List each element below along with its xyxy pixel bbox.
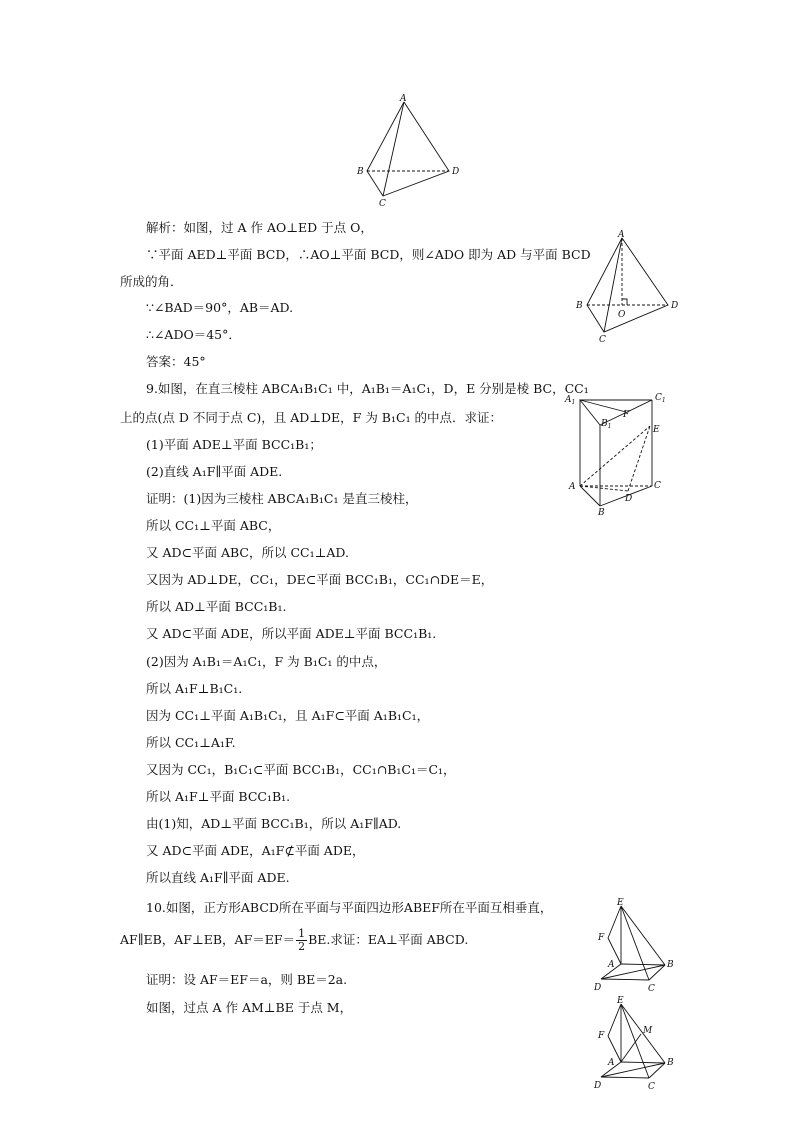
fraction-one-half: $\frac{1}{2}$ — [298, 927, 306, 953]
solution-line-3: 所成的角． — [120, 274, 183, 289]
svg-text:O: O — [618, 310, 626, 320]
problem-9-stem: 9.如图，在直三棱柱 ABCA₁B₁C₁ 中，A₁B₁＝A₁C₁，D，E 分别是棱 BC，CC₁ — [146, 381, 589, 396]
prism-figure — [562, 388, 672, 520]
svg-text:B: B — [667, 1058, 674, 1068]
svg-text:B: B — [598, 508, 605, 518]
svg-text:A: A — [608, 960, 615, 970]
problem-10-stem-2 — [120, 928, 468, 953]
proof-line: 又 AD⊂平面 ADE，A₁F⊄平面 ADE， — [146, 843, 365, 858]
proof-line: 因为 CC₁⊥平面 A₁B₁C₁，且 A₁F⊂平面 A₁B₁C₁， — [146, 708, 430, 723]
svg-text:C: C — [379, 199, 386, 207]
proof-line: 又因为 AD⊥DE，CC₁，DE⊂平面 BCC₁B₁，CC₁∩DE＝E， — [146, 572, 494, 587]
proof-line: (2)因为 A₁B₁＝A₁C₁，F 为 B₁C₁ 的中点， — [146, 654, 387, 669]
svg-text:A: A — [400, 94, 407, 104]
problem-10-condition: AF∥EB，AF⊥EB，AF＝EF＝ — [120, 932, 296, 947]
svg-text:B: B — [667, 960, 674, 970]
proof-line: 证明：(1)因为三棱柱 ABCA₁B₁C₁ 是直三棱柱， — [146, 491, 418, 506]
tetrahedron-o-figure — [570, 228, 685, 346]
square-abef-m-figure — [583, 994, 683, 1094]
proof-line: 所以 CC₁⊥平面 ABC， — [146, 518, 281, 533]
svg-text:C: C — [648, 1082, 655, 1092]
svg-text:F: F — [598, 1031, 605, 1041]
svg-text:C: C — [648, 984, 655, 994]
svg-text:B1: $B_1$ — [601, 419, 612, 430]
proof-line: 所以 A₁F⊥B₁C₁. — [146, 681, 243, 696]
proof-line: 由(1)知，AD⊥平面 BCC₁B₁，所以 A₁F∥AD. — [146, 816, 402, 831]
problem-10-stem: 10.如图，正方形ABCD所在平面与平面四边形ABEF所在平面互相垂直， — [146, 900, 553, 915]
svg-text:D: D — [594, 983, 602, 993]
svg-text:M: M — [643, 1026, 653, 1036]
svg-text:A: A — [569, 482, 576, 492]
svg-text:A: A — [618, 230, 625, 240]
svg-text:C: C — [654, 481, 661, 491]
svg-text:D: D — [594, 1081, 602, 1091]
problem-9-stem-2: 上的点(点 D 不同于点 C)，且 AD⊥DE，F 为 B₁C₁ 的中点．求证： — [120, 410, 503, 425]
solution-line-4: ∵∠BAD＝90°，AB＝AD. — [146, 300, 294, 315]
proof-line: 又因为 CC₁，B₁C₁⊂平面 BCC₁B₁，CC₁∩B₁C₁＝C₁， — [146, 762, 456, 777]
solution-line-5: ∴∠ADO＝45°． — [146, 327, 241, 342]
svg-text:F: F — [598, 933, 605, 943]
svg-text:B: B — [357, 167, 364, 177]
svg-text:A: A — [608, 1058, 615, 1068]
svg-text:F: F — [623, 410, 630, 420]
proof-line: 又 AD⊂平面 ABC，所以 CC₁⊥AD. — [146, 545, 349, 560]
problem-10-goal: BE.求证：EA⊥平面 ABCD. — [308, 932, 469, 947]
svg-text:B: B — [576, 301, 583, 311]
proof-line: 又 AD⊂平面 ADE，所以平面 ADE⊥平面 BCC₁B₁. — [146, 626, 437, 641]
proof-line: 所以 AD⊥平面 BCC₁B₁. — [146, 599, 287, 614]
svg-text:E: E — [653, 425, 660, 435]
solution-line-1: 解析：如图，过 A 作 AO⊥ED 于点 O， — [146, 220, 373, 235]
svg-text:E: E — [617, 898, 624, 908]
svg-text:E: E — [617, 996, 624, 1006]
proof-line: 所以 CC₁⊥A₁F. — [146, 735, 236, 750]
tetrahedron-figure — [355, 92, 465, 207]
answer-line: 答案：45° — [146, 354, 206, 369]
svg-text:D: D — [452, 167, 460, 177]
problem-9-part-1: (1)平面 ADE⊥平面 BCC₁B₁； — [146, 437, 322, 452]
svg-text:D: D — [671, 301, 679, 311]
svg-text:C1: $C_1$ — [655, 393, 666, 404]
solution-line-2: ∵平面 AED⊥平面 BCD，∴AO⊥平面 BCD，则∠ADO 即为 AD 与平面 BCD — [146, 247, 591, 262]
proof-line: 所以直线 A₁F∥平面 ADE. — [146, 870, 290, 885]
square-abef-figure — [583, 896, 683, 996]
proof-line: 如图，过点 A 作 AM⊥BE 于点 M， — [146, 1000, 353, 1015]
proof-line: 所以 A₁F⊥平面 BCC₁B₁. — [146, 789, 291, 804]
svg-text:C: C — [599, 335, 606, 345]
svg-text:A1: $A_1$ — [565, 395, 576, 406]
problem-9-part-2: (2)直线 A₁F∥平面 ADE. — [146, 464, 283, 479]
svg-text:D: D — [625, 494, 633, 504]
proof-line: 证明：设 AF＝EF＝a，则 BE＝2a. — [146, 972, 348, 987]
